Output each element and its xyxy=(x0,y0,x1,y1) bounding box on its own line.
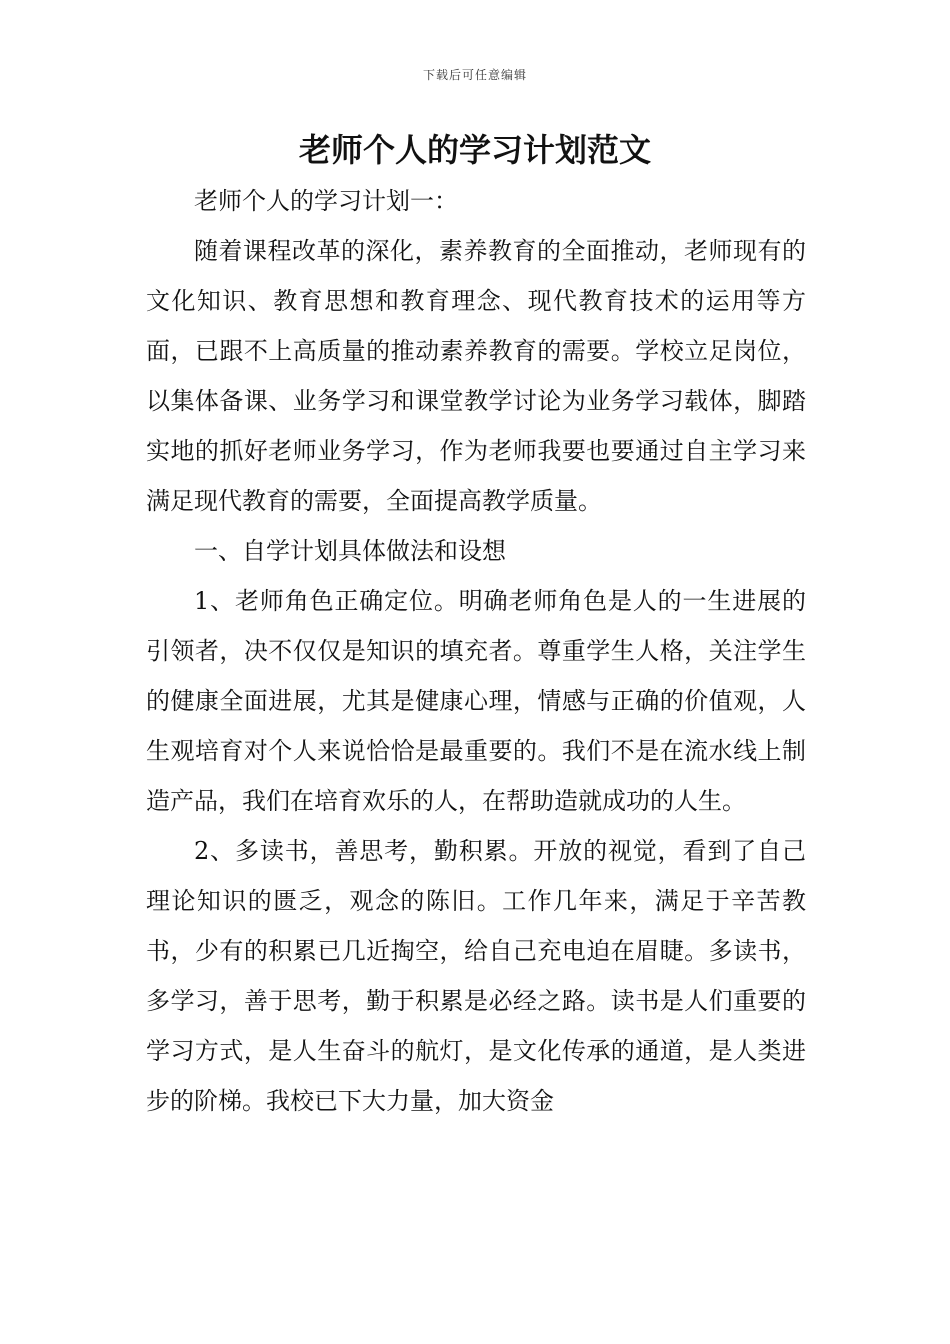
intro-paragraph: 随着课程改革的深化，素养教育的全面推动，老师现有的文化知识、教育思想和教育理念、现代教育技术的运用等方面，已跟不上高质量的推动素养教育的需要。学校立足岗位，以集体备课、业务学习和课堂教学讨论为业务学习载体，脚踏实地的抓好老师业务学习，作为老师我要也要通过自主学习来满足现代教育的需要，全面提高教学质量。 xyxy=(146,237,806,515)
document-body xyxy=(146,176,806,1126)
section-heading-methods: 一、自学计划具体做法和设想 xyxy=(194,537,506,565)
document-title: 老师个人的学习计划范文 xyxy=(298,131,651,169)
header-note: 下载后可任意编辑 xyxy=(422,68,527,82)
paragraph-item-1: 1、老师角色正确定位。明确老师角色是人的一生进展的引领者，决不仅仅是知识的填充者。尊重学生人格，关注学生的健康全面进展，尤其是健康心理，情感与正确的价值观，人生观培育对个人来说恰恰是最重要的。我们不是在流水线上制造产品，我们在培育欢乐的人，在帮助造就成功的人生。 xyxy=(146,587,806,815)
paragraph-item-2: 2、多读书，善思考，勤积累。开放的视觉，看到了自己理论知识的匮乏，观念的陈旧。工作几年来，满足于辛苦教书，少有的积累已几近掏空，给自己充电迫在眉睫。多读书，多学习，善于思考，勤于积累是必经之路。读书是人们重要的学习方式，是人生奋斗的航灯，是文化传承的通道，是人类进步的阶梯。我校已下大力量，加大资金 xyxy=(146,837,806,1115)
section-heading-plan-one: 老师个人的学习计划一： xyxy=(194,187,458,215)
